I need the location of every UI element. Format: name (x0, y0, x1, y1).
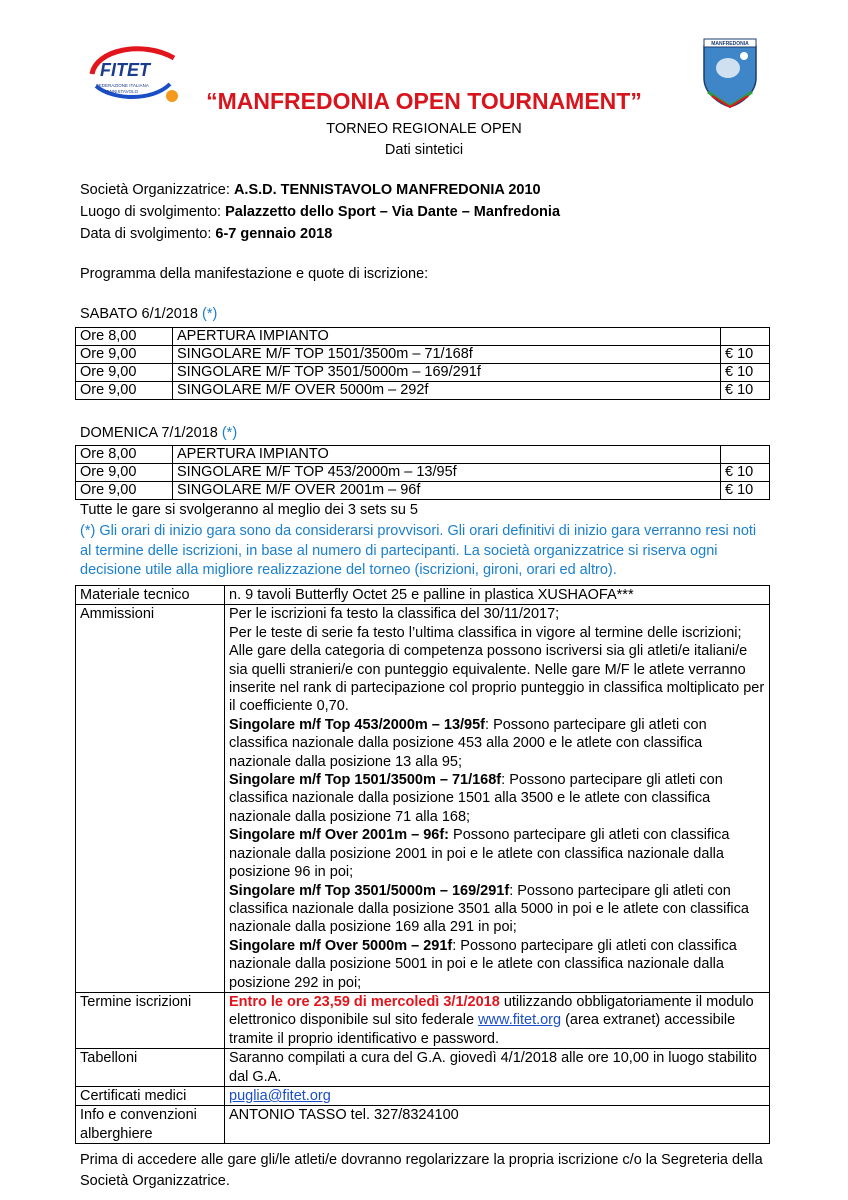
venue-line (80, 204, 560, 220)
details-table (75, 585, 770, 1144)
event-cell: SINGOLARE M/F TOP 3501/5000m – 169/291f (173, 364, 721, 382)
event-cell: SINGOLARE M/F TOP 453/2000m – 13/95f (173, 464, 721, 482)
category-title: Singolare m/f Over 5000m – 291f (229, 937, 453, 954)
organizer-label: Società Organizzatrice: (80, 182, 234, 198)
table-row (76, 586, 770, 605)
email-link[interactable]: puglia@fitet.org (229, 1087, 331, 1104)
footer-note: Prima di accedere alle gare gli/le atleti/e dovranno regolarizzare la propria iscrizione c/o la Segreteria della Società Organizzatrice. (80, 1152, 763, 1189)
admission-paragraph: Per le iscrizioni fa testo la classifica del 30/11/2017; (229, 606, 560, 623)
table-row (76, 382, 770, 400)
table-row (76, 364, 770, 382)
date-label: Data di svolgimento: (80, 226, 216, 242)
material-label: Materiale tecnico (76, 586, 225, 605)
table-row (76, 1086, 770, 1105)
material-value: n. 9 tavoli Butterfly Octet 25 e palline in plastica XUSHAOFA*** (225, 586, 770, 605)
fitet-website-link[interactable]: www.fitet.org (478, 1012, 562, 1029)
category-rule (229, 882, 765, 937)
saturday-table (75, 327, 770, 400)
sunday-heading-text: DOMENICA 7/1/2018 (80, 425, 222, 441)
page-subtitle-2: Dati sintetici (384, 142, 464, 158)
event-cell: SINGOLARE M/F TOP 1501/3500m – 71/168f (173, 346, 721, 364)
svg-text:FEDERAZIONE ITALIANA: FEDERAZIONE ITALIANA (96, 83, 149, 88)
saturday-heading (80, 306, 217, 322)
sunday-heading (80, 425, 237, 441)
table-row (76, 605, 770, 993)
admission-value (225, 605, 770, 993)
event-cell: SINGOLARE M/F OVER 2001m – 96f (173, 482, 721, 500)
table-row (76, 464, 770, 482)
tabelloni-label: Tabelloni (76, 1049, 225, 1087)
fee-cell: € 10 (721, 482, 770, 500)
certificati-label: Certificati medici (76, 1086, 225, 1105)
sunday-mark: (*) (221, 425, 238, 441)
svg-text:FITET: FITET (100, 60, 150, 80)
deadline-value (225, 992, 770, 1048)
admission-paragraph: Per le teste di serie fa testo l’ultima classifica in vigore al termine delle iscrizioni; (229, 624, 742, 641)
fee-cell: € 10 (721, 382, 770, 400)
category-text: : Possono partecipare gli atleti con classifica nazionale dalla posizione 453 alla 2000 e le atlete con classifica nazionale dalla posizione 13 alla 95; (229, 716, 707, 770)
saturday-heading-text: SABATO 6/1/2018 (80, 306, 202, 322)
time-cell: Ore 9,00 (76, 464, 173, 482)
table-row (76, 482, 770, 500)
category-rule (229, 716, 765, 771)
table-row (76, 346, 770, 364)
table-row (76, 1106, 770, 1144)
svg-text:MANFREDONIA: MANFREDONIA (711, 41, 749, 47)
hotel-value: ANTONIO TASSO tel. 327/8324100 (225, 1106, 770, 1144)
fee-cell: € 10 (721, 364, 770, 382)
deadline-date: Entro le ore 23,59 di mercoledì 3/1/2018 (229, 993, 500, 1010)
page-title: “MANFREDONIA OPEN TOURNAMENT” (206, 88, 642, 114)
provisional-note: (*) Gli orari di inizio gara sono da considerarsi provvisori. Gli orari definitivi di inizio gara verranno resi noti al termine delle iscrizioni, in base al numero di partecipanti. La società organizzatrice si riserva ogni decisione utile alla migliore realizzazione del torneo (iscrizioni, gironi, orari ed altro). (80, 523, 757, 579)
fee-cell: € 10 (721, 346, 770, 364)
time-cell: Ore 9,00 (76, 346, 173, 364)
tabelloni-value: Saranno compilati a cura del G.A. giovedì 4/1/2018 alle ore 10,00 in luogo stabilito dal G.A. (225, 1049, 770, 1087)
table-row (76, 1049, 770, 1087)
category-text: : Possono partecipare gli atleti con classifica nazionale dalla posizione 5001 in poi e le atlete con classifica nazionale dalla posizione 292 in poi; (229, 937, 737, 991)
category-rule (229, 826, 765, 881)
venue-label: Luogo di svolgimento: (80, 204, 226, 220)
category-text: : Possono partecipare gli atleti con classifica nazionale dalla posizione 3501 alla 5000 in poi e le atlete con classifica nazionale dalla posizione 169 alla 291 in poi; (229, 882, 749, 936)
venue-value: Palazzetto dello Sport – Via Dante – Manfredonia (225, 204, 561, 220)
certificati-value (225, 1086, 770, 1105)
table-row (76, 446, 770, 464)
date-line (80, 226, 332, 242)
category-rule (229, 937, 765, 992)
event-cell: APERTURA IMPIANTO (173, 446, 721, 464)
time-cell: Ore 9,00 (76, 364, 173, 382)
deadline-text: utilizzando obbligatoriamente il modulo elettronico disponibile sul sito federale (229, 993, 754, 1029)
category-rule (229, 771, 765, 826)
fee-cell (721, 446, 770, 464)
fee-cell: € 10 (721, 464, 770, 482)
date-value: 6-7 gennaio 2018 (215, 226, 333, 242)
category-title: Singolare m/f Top 3501/5000m – 169/291f (229, 882, 510, 899)
admission-label: Ammissioni (76, 605, 225, 993)
svg-text:TENNISTAVOLO: TENNISTAVOLO (104, 89, 139, 94)
organizer-value: A.S.D. TENNISTAVOLO MANFREDONIA 2010 (233, 182, 541, 198)
program-label: Programma della manifestazione e quote di iscrizione: (80, 266, 429, 282)
category-title: Singolare m/f Top 1501/3500m – 71/168f (229, 772, 502, 789)
time-cell: Ore 9,00 (76, 382, 173, 400)
page-subtitle: TORNEO REGIONALE OPEN (326, 121, 522, 137)
category-text: : Possono partecipare gli atleti con classifica nazionale dalla posizione 1501 alla 3500 e le atlete con classifica nazionale dalla posizione 71 alla 168; (229, 772, 723, 825)
category-text: Possono partecipare gli atleti con classifica nazionale dalla posizione 2001 in poi e le atlete con classifica nazionale dalla posizione 96 in poi; (229, 827, 730, 881)
time-cell: Ore 9,00 (76, 482, 173, 500)
hotel-label: Info e convenzioni alberghiere (76, 1106, 225, 1144)
deadline-label: Termine iscrizioni (76, 992, 225, 1048)
time-cell: Ore 8,00 (76, 446, 173, 464)
event-cell: SINGOLARE M/F OVER 5000m – 292f (173, 382, 721, 400)
time-cell: Ore 8,00 (76, 328, 173, 346)
admission-paragraph: Alle gare della categoria di competenza possono iscriversi sia gli atleti/e italiani/e sia quelli stranieri/e con punteggio equivalente. Nelle gare M/F le atlete verranno inserite nel rank di partecipazione col proprio punteggio in classifica moltiplicato per il coefficiente 0,70. (229, 643, 765, 715)
table-row (76, 992, 770, 1048)
organizer-line (80, 182, 541, 198)
event-cell: APERTURA IMPIANTO (173, 328, 721, 346)
category-title: Singolare m/f Top 453/2000m – 13/95f (229, 716, 486, 733)
sunday-table (75, 445, 770, 500)
sets-note: Tutte le gare si svolgeranno al meglio dei 3 sets su 5 (80, 502, 418, 518)
saturday-mark: (*) (201, 306, 218, 322)
fee-cell (721, 328, 770, 346)
category-title: Singolare m/f Over 2001m – 96f: (229, 827, 450, 844)
table-row (76, 328, 770, 346)
deadline-text-2: (area extranet) accessibile tramite il proprio identificativo e password. (229, 1012, 736, 1047)
